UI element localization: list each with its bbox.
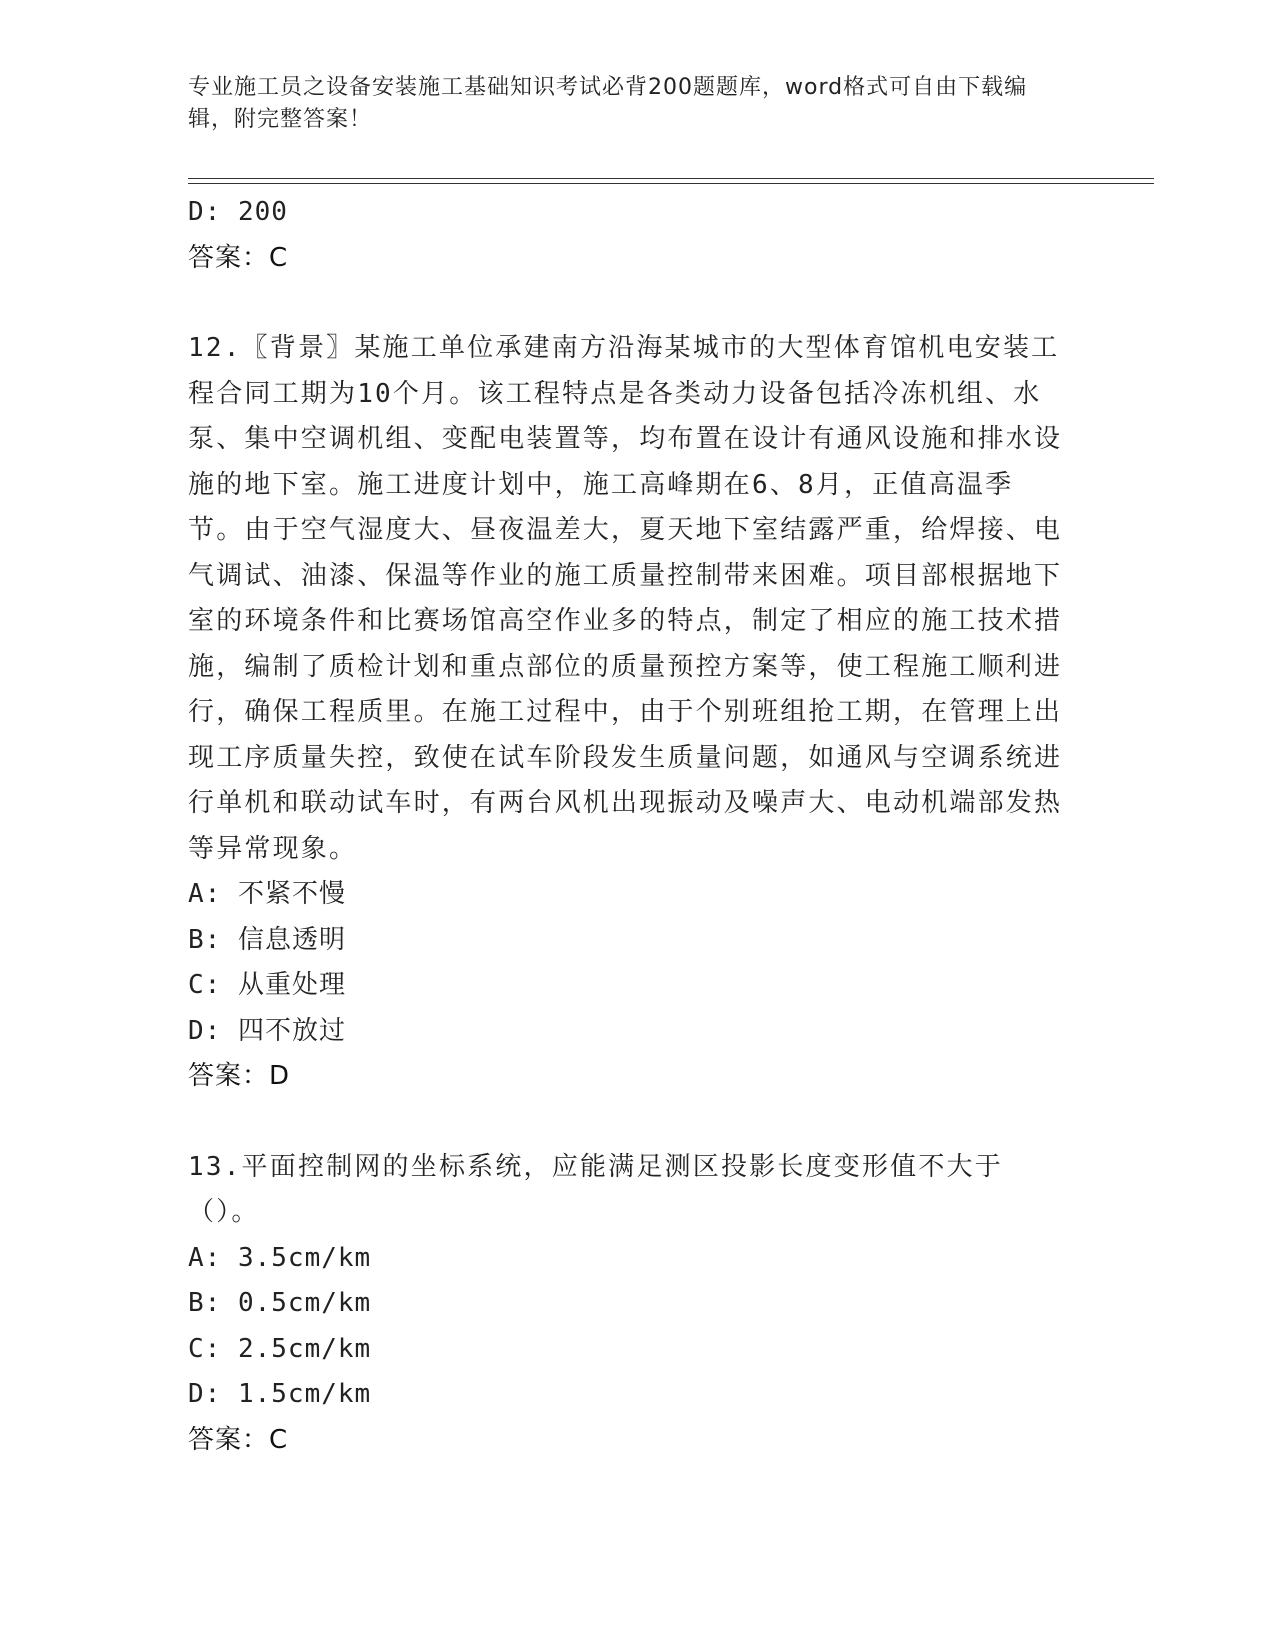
header-rule-top xyxy=(188,178,1154,179)
q12-option-d: D: 四不放过 xyxy=(188,1015,346,1046)
spacer xyxy=(188,281,1088,326)
q12-option-b: B: 信息透明 xyxy=(188,924,346,955)
q13-option-a: A: 3.5cm/km xyxy=(188,1242,372,1273)
prev-option-d: D: 200 xyxy=(188,197,288,227)
prev-answer: 答案：C xyxy=(188,242,289,273)
q12-answer: 答案：D xyxy=(188,1061,291,1091)
exam-content xyxy=(188,190,1088,1463)
q13-option-c: C: 2.5cm/km xyxy=(188,1333,372,1364)
q13-option-b: B: 0.5cm/km xyxy=(188,1288,372,1318)
question-13-text: 13.平面控制网的坐标系统，应能满足测区投影长度变形值不大于（）。 xyxy=(188,1151,1003,1227)
q13-answer: 答案：C xyxy=(188,1424,289,1455)
q12-option-c: C: 从重处理 xyxy=(188,970,346,1000)
document-header: 专业施工员之设备安装施工基础知识考试必背200题题库，word格式可自由下载编辑，附完整答案！ xyxy=(188,75,1028,132)
question-12-text: 12.〖背景〗某施工单位承建南方沿海某城市的大型体育馆机电安装工程合同工期为10个月。该工程特点是各类动力设备包括冷冻机组、水泵、集中空调机组、变配电装置等，均布置在设计有通风设施和排水设施的地下室。施工进度计划中，施工高峰期在6、8月，正值高温季节。由于空气湿度大、昼夜温差大，夏天地下室结露严重，给焊接、电气调试、油漆、保温等作业的施工质量控制带来困难。项目部根据地下室的环境条件和比赛场馆高空作业多的特点，制定了相应的施工技术措施，编制了质检计划和重点部位的质量预控方案等，使工程施工顺利进行，确保工程质里。在施工过程中，由于个别班组抢工期，在管理上出现工序质量失控，致使在试车阶段发生质量问题，如通风与空调系统进行单机和联动试车时，有两台风机出现振动及噪声大、电动机端部发热等异常现象。 xyxy=(188,333,1063,864)
q13-option-d: D: 1.5cm/km xyxy=(188,1379,372,1409)
header-rule-bottom xyxy=(188,183,1154,184)
spacer xyxy=(188,1100,1088,1145)
q12-option-a: A: 不紧不慢 xyxy=(188,879,346,909)
